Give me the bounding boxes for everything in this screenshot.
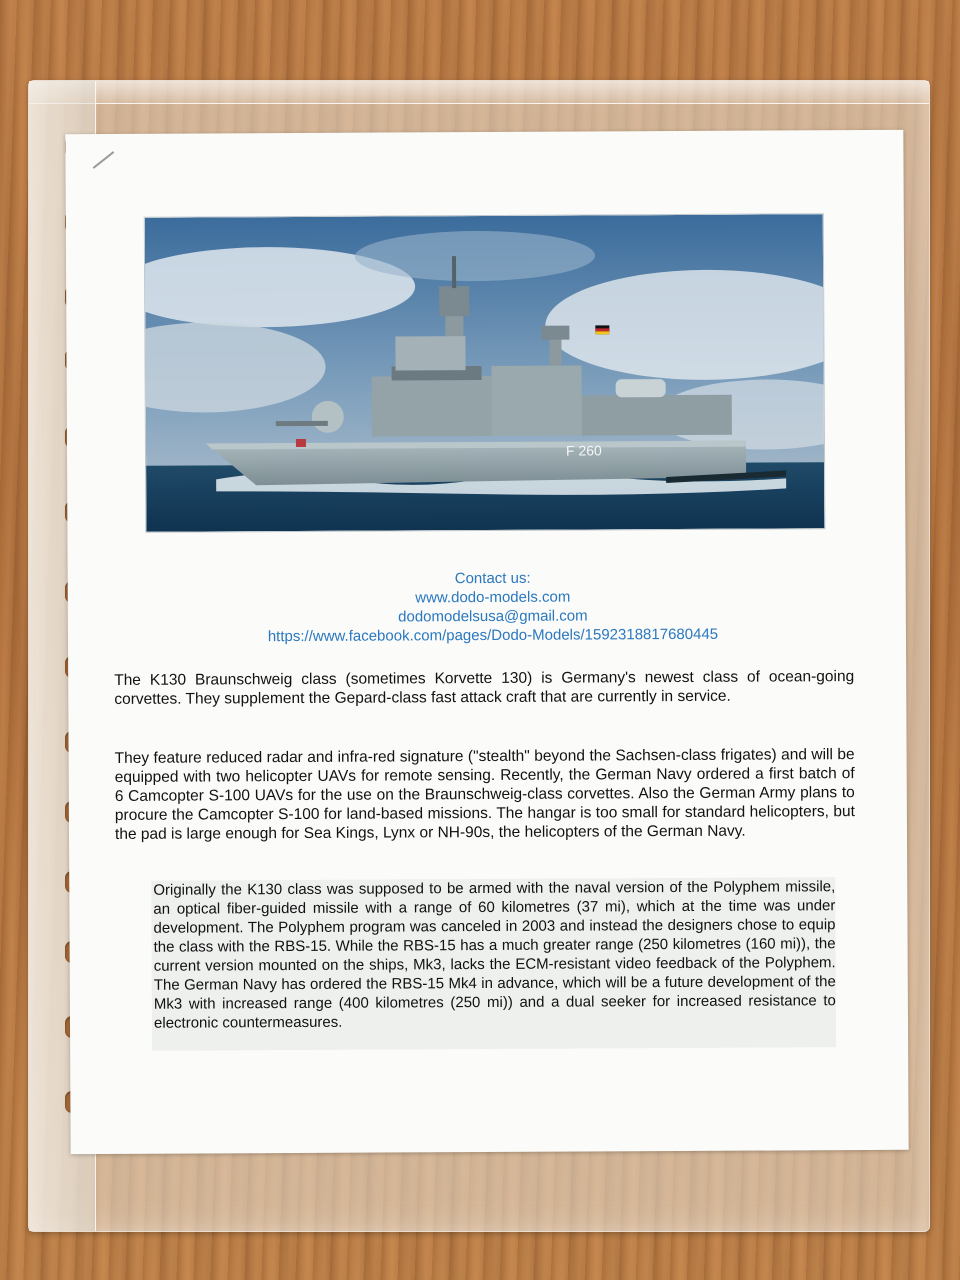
facebook-link: https://www.facebook.com/pages/Dodo-Models/1592318817680445 <box>267 625 719 646</box>
corvette-photo <box>144 213 826 533</box>
staple-mark <box>93 151 115 169</box>
printed-sheet <box>65 130 908 1154</box>
contact-block <box>128 567 858 647</box>
paragraph-stealth: They feature reduced radar and infra-red signature ("stealth" beyond the Sachsen-class frigates) and will be equipped with two helicopter UAVs for remote sensing. Recently, the German Navy ordered a first batch of 6 Camcopter S-100 UAVs for the use on the Braunschweig-class corvettes. Also the German Army plans to procure the Camcopter S-100 for land-based missions. The hangar is too small for standard helicopters, but the pad is large enough for Sea Kings, Lynx or NH-90s, the helicopters of the German Navy. <box>114 746 855 843</box>
contact-heading: Contact us: <box>454 569 531 588</box>
paragraph-armament: Originally the K130 class was supposed to be armed with the naval version of the Polyphem missile, an optical fiber-guided missile with a range of 60 kilometres (37 mi), which at the time was under development. The Polyphem program was canceled in 2003 and instead the designers chose to equip the class with the RBS-15. While the RBS-15 has a much greater range (250 kilometres (160 mi)), the current version mounted on the ships, Mk3, lacks the ECM-resistant video feedback of the Polyphem. The German Navy has ordered the RBS-15 Mk4 in advance, which will be a future development of the Mk3 with increased range (400 kilometres (250 mi)) and a dual seeker for increased resistance to electronic countermeasures. <box>153 878 836 1032</box>
sleeve-top-fold <box>29 81 929 104</box>
email-address: dodomodelsusa@gmail.com <box>398 607 588 626</box>
paragraph-intro: The K130 Braunschweig class (sometimes Korvette 130) is Germany's newest class of ocean-going corvettes. They supplement the Gepard-class fast attack craft that are currently in service. <box>114 668 855 708</box>
hull-number: F 260 <box>565 442 602 459</box>
website-link: www.dodo-models.com <box>415 588 571 607</box>
ship-illustration <box>145 214 825 532</box>
